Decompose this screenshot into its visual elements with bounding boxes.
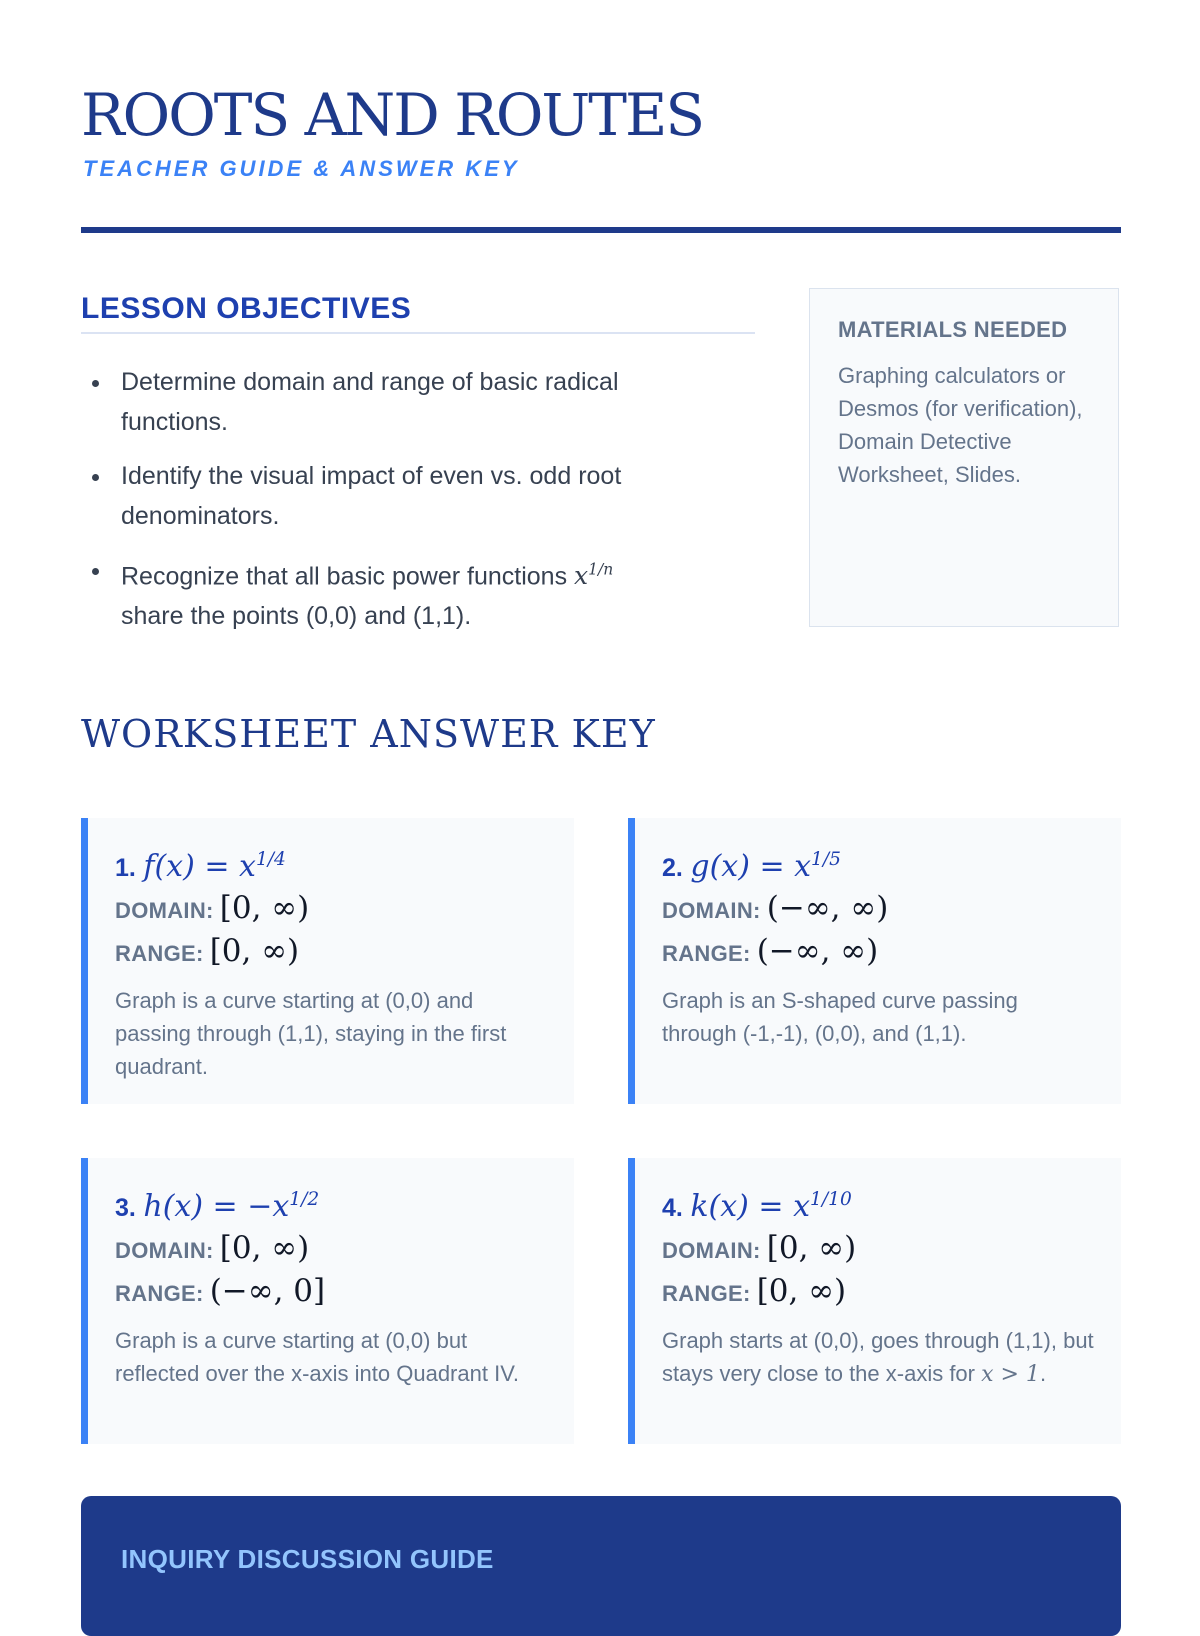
materials-heading: MATERIALS NEEDED <box>838 317 1068 342</box>
domain-label: DOMAIN: <box>662 898 761 923</box>
graph-description: Graph is an S-shaped curve passing through (-1,-1), (0,0), and (1,1). <box>662 988 1018 1046</box>
objective-math <box>574 561 613 590</box>
objective-text: Determine domain and range of basic radical functions. <box>121 368 619 436</box>
range-value: (−∞, ∞) <box>756 933 879 969</box>
range-value: [0, ∞) <box>756 1273 847 1309</box>
description-math: x > 1 <box>981 1362 1040 1387</box>
domain-value: [0, ∞) <box>766 1230 857 1266</box>
graph-description <box>662 1324 1095 1391</box>
objectives-heading: LESSON OBJECTIVES <box>81 292 755 334</box>
problem-number: 4. <box>662 1194 683 1222</box>
problem-function <box>115 840 548 888</box>
page-subtitle: TEACHER GUIDE & ANSWER KEY <box>83 156 520 181</box>
description-text-end: . <box>1039 1361 1047 1386</box>
range-value: (−∞, 0] <box>209 1273 326 1309</box>
range-label: RANGE: <box>115 1281 204 1306</box>
problem-number: 1. <box>115 854 136 882</box>
domain-value: (−∞, ∞) <box>766 890 889 926</box>
objective-text: Recognize that all basic power functions <box>121 562 575 591</box>
problem-function <box>662 1180 1095 1228</box>
domain-row <box>115 1228 548 1271</box>
domain-value: [0, ∞) <box>219 890 310 926</box>
answer-key-heading: WORKSHEET ANSWER KEY <box>81 712 656 756</box>
graph-description: Graph is a curve starting at (0,0) and passing through (1,1), staying in the first quadrant. <box>115 988 507 1079</box>
function-expression <box>690 1189 851 1224</box>
header-divider <box>81 227 1121 233</box>
function-text: h(x) = −x <box>143 1189 290 1224</box>
range-row <box>662 931 1095 974</box>
function-exponent: 1/2 <box>289 1189 320 1210</box>
objective-item <box>81 456 731 536</box>
domain-row <box>662 1228 1095 1271</box>
domain-row <box>662 888 1095 931</box>
answer-card-3 <box>81 1158 574 1444</box>
range-row <box>115 1271 548 1314</box>
objectives-list <box>81 362 731 650</box>
materials-text: Graphing calculators or Desmos (for verification), Domain Detective Worksheet, Slides. <box>838 363 1083 487</box>
problem-function <box>115 1180 548 1228</box>
range-value: [0, ∞) <box>209 933 300 969</box>
range-label: RANGE: <box>662 941 751 966</box>
objective-item <box>81 550 731 636</box>
domain-label: DOMAIN: <box>662 1238 761 1263</box>
problem-number: 2. <box>662 854 683 882</box>
problem-function <box>662 840 1095 888</box>
answer-card-2 <box>628 818 1121 1104</box>
math-base: x <box>574 561 589 591</box>
math-exponent: 1/n <box>588 561 614 579</box>
graph-description: Graph is a curve starting at (0,0) but reflected over the x-axis into Quadrant IV. <box>115 1328 519 1386</box>
objective-text: Identify the visual impact of even vs. odd root denominators. <box>121 462 622 530</box>
range-row <box>662 1271 1095 1314</box>
problem-number: 3. <box>115 1194 136 1222</box>
function-exponent: 1/5 <box>811 849 841 870</box>
inquiry-discussion-panel <box>81 1496 1121 1636</box>
range-row <box>115 931 548 974</box>
page-title: ROOTS AND ROUTES <box>81 81 704 149</box>
materials-box <box>809 288 1119 627</box>
domain-label: DOMAIN: <box>115 898 214 923</box>
function-expression <box>143 849 286 884</box>
function-expression <box>690 849 841 884</box>
range-label: RANGE: <box>662 1281 751 1306</box>
function-exponent: 1/10 <box>810 1189 852 1210</box>
objective-text: share the points (0,0) and (1,1). <box>121 602 472 631</box>
range-label: RANGE: <box>115 941 204 966</box>
inquiry-heading: INQUIRY DISCUSSION GUIDE <box>121 1544 494 1574</box>
domain-value: [0, ∞) <box>219 1230 310 1266</box>
objective-item <box>81 362 731 442</box>
domain-row <box>115 888 548 931</box>
answer-card-1 <box>81 818 574 1104</box>
function-expression <box>143 1189 319 1224</box>
function-exponent: 1/4 <box>255 849 286 870</box>
answer-card-4 <box>628 1158 1121 1444</box>
function-text: f(x) = x <box>143 849 256 884</box>
domain-label: DOMAIN: <box>115 1238 214 1263</box>
description-text: Graph starts at (0,0), goes through (1,1), but stays very close to the x-axis for <box>662 1328 1094 1386</box>
function-text: g(x) = x <box>690 849 812 884</box>
function-text: k(x) = x <box>690 1189 811 1224</box>
